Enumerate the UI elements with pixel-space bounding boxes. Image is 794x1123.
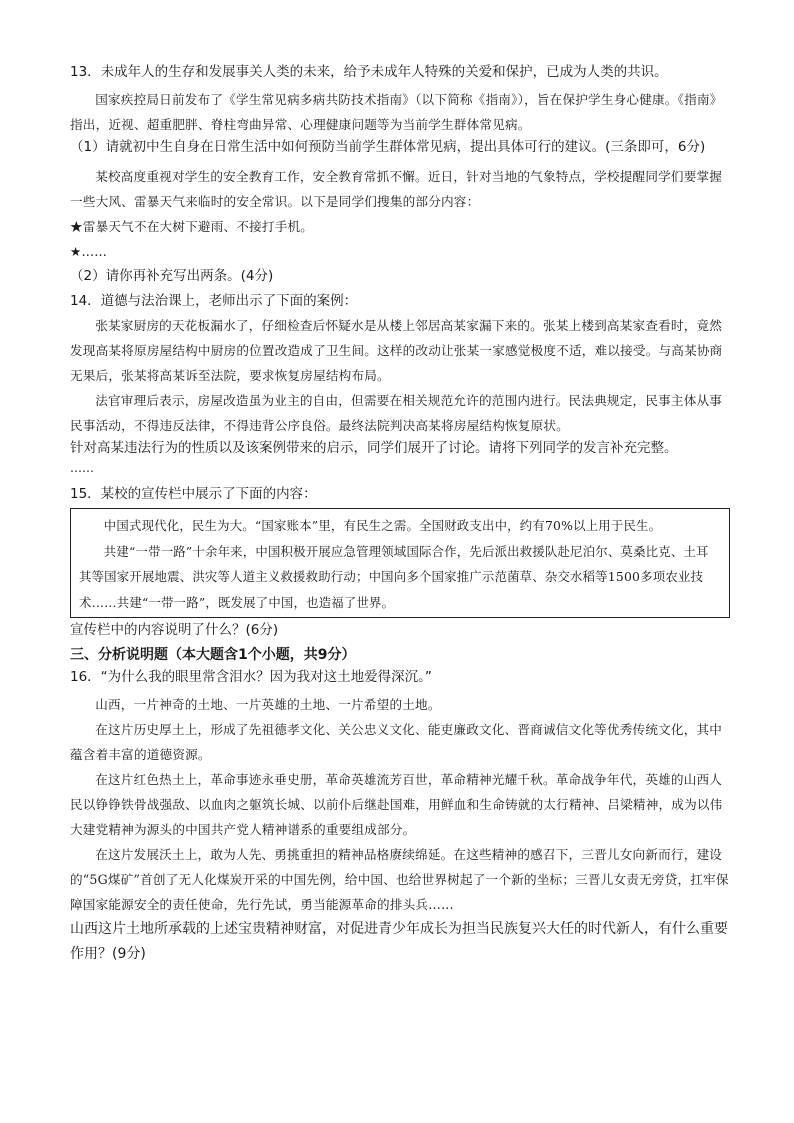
question-14-ask: 针对高某违法行为的性质以及该案例带来的启示，同学们展开了讨论。请将下列同学的发言补充完整。: [70, 440, 678, 456]
question-16-paragraph-4: 在这片发展沃土上，敢为人先、勇挑重担的精神品格赓续绵延。在这些精神的感召下，三晋儿女向新而行，建设的“5G煤矿”首创了无人化煤炭开采的中国先例，给中国、也给世界树起了一个新的坐标；三晋儿女责无旁贷，扛牢保障国家能源安全的责任使命，先行先试，勇当能源革命的排头兵……: [70, 847, 729, 912]
question-13-star-item-2: ★……: [70, 244, 108, 259]
bulletin-board-box: [70, 508, 730, 618]
question-13-paragraph-1: 国家疾控局日前发布了《学生常见病多病共防技术指南》（以下简称《指南》），旨在保护学生身心健康。《指南》指出，近视、超重肥胖、脊柱弯曲异常、心理健康问题等为当前学生群体常见病。: [70, 92, 723, 132]
question-13-star-item-1: ★雷暴天气不在大树下避雨、不接打手机。: [70, 219, 314, 234]
question-16-ask: 山西这片土地所承载的上述宝贵精神财富，对促进青少年成长为担当民族复兴大任的时代新人，有什么重要作用？(9分): [70, 921, 728, 962]
question-16-paragraph-2: 在这片历史厚土上，形成了先祖德孝文化、关公忠义文化、能吏廉政文化、晋商诚信文化等优秀传统文化，其中蕴含着丰富的道德资源。: [70, 722, 723, 762]
question-14-ellipsis: ……: [70, 461, 94, 475]
question-16-paragraph-1: 山西，一片神奇的土地、一片英雄的土地、一片希望的土地。: [95, 697, 441, 712]
question-14-title: 14．道德与法治课上，老师出示了下面的案例：: [70, 293, 358, 309]
question-13-sub-2: （2）请你再补充写出两条。(4分): [70, 268, 274, 284]
bulletin-paragraph-1: 中国式现代化，民生为大。“国家账本”里，有民生之需。全国财政支出中，约有70%以上用于民生。: [103, 518, 662, 533]
question-13-title: 13．未成年人的生存和发展事关人类的未来，给予未成年人特殊的关爱和保护，已成为人类的共识。: [70, 64, 668, 80]
question-13-sub-1: （1）请就初中生自身在日常生活中如何预防当前学生群体常见病，提出具体可行的建议。(三条即可，6分): [70, 139, 706, 155]
question-14-paragraph-1: 张某家厨房的天花板漏水了，仔细检查后怀疑水是从楼上邻居高某家漏下来的。张某上楼到高某家查看时，竟然发现高某将原房屋结构中厨房的位置改造成了卫生间。这样的改动让张某一家感觉极度不适，难以接受。与高某协商无果后，张某将高某诉至法院，要求恢复房屋结构布局。: [70, 318, 723, 383]
question-15-ask: 宣传栏中的内容说明了什么？(6分): [70, 622, 279, 638]
bulletin-paragraph-2: 共建“一带一路”十余年来，中国积极开展应急管理领域国际合作，先后派出救援队赴尼泊尔、莫桑比克、土耳其等国家开展地震、洪灾等人道主义救援救助行动；中国向多个国家推广示范菌草、杂交水稻等1500多项农业技术……共建“一带一路”，既发展了中国，也造福了世界。: [79, 543, 709, 610]
question-13-paragraph-2: 某校高度重视对学生的安全教育工作，安全教育常抓不懈。近日，针对当地的气象特点，学校提醒同学们要掌握一些大风、雷暴天气来临时的安全常识。以下是同学们搜集的部分内容：: [70, 169, 723, 209]
question-16-paragraph-3: 在这片红色热土上，革命事迹永垂史册，革命英雄流芳百世，革命精神光耀千秋。革命战争年代，英雄的山西人民以铮铮铁骨战强敌、以血肉之躯筑长城、以前仆后继赴国难，用鲜血和生命铸就的太行精神、吕梁精神，成为以伟大建党精神为源头的中国共产党人精神谱系的重要组成部分。: [70, 772, 723, 837]
question-16-title: 16．“为什么我的眼里常含泪水？因为我对这土地爱得深沉。”: [70, 669, 432, 685]
question-14-paragraph-2: 法官审理后表示，房屋改造虽为业主的自由，但需要在相关规范允许的范围内进行。民法典规定，民事主体从事民事活动，不得违反法律，不得违背公序良俗。最终法院判决高某将房屋结构恢复原状。: [70, 393, 723, 433]
section-3-heading: 三、分析说明题（本大题含1个小题，共9分）: [70, 647, 356, 663]
question-15-title: 15．某校的宣传栏中展示了下面的内容：: [70, 486, 317, 502]
